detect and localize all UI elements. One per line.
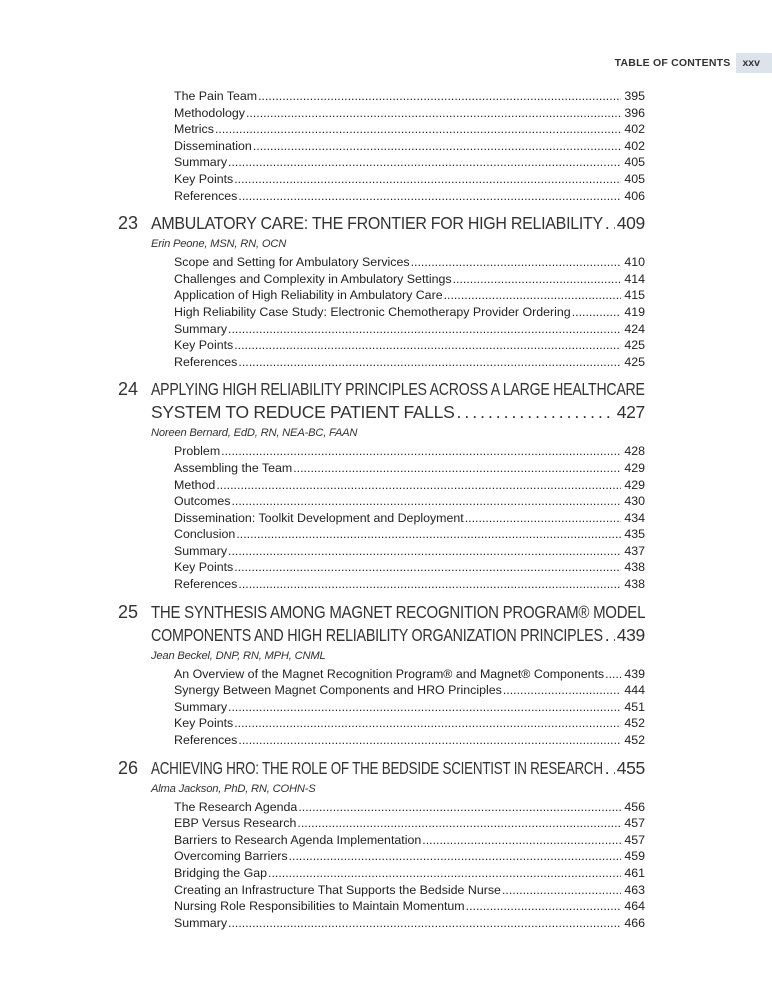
toc-entry[interactable] bbox=[174, 460, 645, 477]
chapter-26 bbox=[0, 757, 772, 932]
toc-entry[interactable] bbox=[174, 88, 645, 105]
toc-entry[interactable] bbox=[174, 254, 645, 271]
toc-entry-title: Conclusion bbox=[174, 527, 236, 542]
dot-leader bbox=[457, 401, 615, 424]
toc-entry[interactable] bbox=[174, 799, 645, 816]
toc-entry[interactable] bbox=[174, 543, 645, 560]
dot-leader bbox=[268, 865, 621, 882]
toc-entry[interactable] bbox=[174, 121, 645, 138]
toc-entry[interactable] bbox=[174, 304, 645, 321]
toc-entry-title: Scope and Setting for Ambulatory Services bbox=[174, 255, 410, 270]
toc-entry[interactable] bbox=[174, 715, 645, 732]
dot-leader bbox=[411, 254, 622, 271]
running-header-title: TABLE OF CONTENTS bbox=[614, 57, 731, 69]
toc-entry-title: Assembling the Team bbox=[174, 460, 293, 475]
toc-entry-page: 428 bbox=[624, 444, 645, 459]
toc-entry-title: Method bbox=[174, 477, 216, 492]
toc-entry-page: 452 bbox=[624, 733, 645, 748]
toc-entry-page: 430 bbox=[624, 494, 645, 509]
toc-entry-title: Methodology bbox=[174, 105, 245, 120]
toc-entry-title: Overcoming Barriers bbox=[174, 849, 288, 864]
toc-entry-title: References bbox=[174, 354, 238, 369]
dot-leader bbox=[298, 799, 621, 816]
chapter-title-text: ACHIEVING HRO: THE ROLE OF THE BEDSIDE SCIENTIST IN RESEARCH bbox=[151, 757, 603, 778]
toc-entry[interactable] bbox=[174, 526, 645, 543]
toc-entry[interactable] bbox=[174, 354, 645, 371]
chapter-title-text: COMPONENTS AND HIGH RELIABILITY ORGANIZATION PRINCIPLES bbox=[151, 624, 603, 645]
dot-leader bbox=[234, 171, 621, 188]
chapter-page: 409 bbox=[616, 213, 645, 234]
toc-entry[interactable] bbox=[174, 510, 645, 527]
toc-entry-title: The Research Agenda bbox=[174, 799, 298, 814]
toc-entry-page: 419 bbox=[624, 304, 645, 319]
toc-entry-page: 395 bbox=[624, 89, 645, 103]
toc-entry[interactable] bbox=[174, 477, 645, 494]
chapter-number: 23 bbox=[118, 213, 139, 234]
dot-leader bbox=[228, 154, 621, 171]
page-number: xxv bbox=[736, 53, 772, 73]
toc-entry-title: Dissemination bbox=[174, 138, 252, 153]
toc-entry[interactable] bbox=[174, 337, 645, 354]
toc-entry-page: 439 bbox=[624, 666, 645, 681]
toc-entry-page: 402 bbox=[624, 122, 645, 137]
toc-entry-title: Key Points bbox=[174, 338, 234, 353]
toc-entry-page: 457 bbox=[624, 816, 645, 831]
toc-entry[interactable] bbox=[174, 188, 645, 205]
chapter-title[interactable] bbox=[151, 212, 645, 235]
dot-leader bbox=[444, 287, 622, 304]
dot-leader bbox=[253, 138, 621, 155]
dot-leader bbox=[605, 757, 615, 780]
toc-entry-title: High Reliability Case Study: Electronic Chemotherapy Provider Ordering bbox=[174, 304, 571, 319]
toc-entry-title: Outcomes bbox=[174, 494, 231, 509]
toc-entry-page: 437 bbox=[624, 543, 645, 558]
chapter-title[interactable] bbox=[151, 378, 645, 401]
dot-leader bbox=[238, 732, 621, 749]
toc-entry-page: 444 bbox=[624, 683, 645, 698]
toc-entry-title: Problem bbox=[174, 444, 221, 459]
dot-leader bbox=[234, 715, 621, 732]
dot-leader bbox=[605, 666, 621, 683]
toc-entry-title: Application of High Reliability in Ambulatory Care bbox=[174, 288, 443, 303]
toc-entry-title: An Overview of the Magnet Recognition Program® and Magnet® Components bbox=[174, 666, 605, 681]
chapter-title[interactable] bbox=[151, 757, 645, 780]
chapter-page: 427 bbox=[616, 402, 645, 423]
toc-entry-page: 402 bbox=[624, 138, 645, 153]
toc-entry-page: 406 bbox=[624, 188, 645, 203]
toc-entry-title: References bbox=[174, 577, 238, 592]
toc-entry-title: Summary bbox=[174, 155, 228, 170]
chapter-title-text: SYSTEM TO REDUCE PATIENT FALLS bbox=[151, 402, 455, 423]
toc-entry[interactable] bbox=[174, 666, 645, 683]
toc-entry-page: 405 bbox=[624, 171, 645, 186]
dot-leader bbox=[502, 882, 621, 899]
toc-entry-page: 424 bbox=[624, 321, 645, 336]
toc-entry[interactable] bbox=[174, 443, 645, 460]
toc-entry-page: 414 bbox=[624, 271, 645, 286]
dot-leader bbox=[572, 304, 622, 321]
toc-entry-page: 451 bbox=[624, 699, 645, 714]
dot-leader bbox=[465, 510, 622, 527]
dot-leader bbox=[228, 543, 621, 560]
toc-entry-title: Metrics bbox=[174, 122, 214, 137]
toc-entry-page: 438 bbox=[624, 560, 645, 575]
chapter-title[interactable] bbox=[151, 601, 645, 624]
toc-entry[interactable] bbox=[174, 682, 645, 699]
toc-entry-title: Barriers to Research Agenda Implementation bbox=[174, 832, 422, 847]
dot-leader bbox=[422, 832, 621, 849]
toc-entry-page: 425 bbox=[624, 354, 645, 369]
chapter-page: 439 bbox=[616, 624, 645, 645]
toc-entry-title: Dissemination: Toolkit Development and Deployment bbox=[174, 510, 464, 525]
toc-entry-title: Summary bbox=[174, 915, 228, 930]
toc-entry-title: Bridging the Gap bbox=[174, 866, 267, 880]
dot-leader bbox=[238, 354, 621, 371]
toc-entry-title: Key Points bbox=[174, 560, 234, 575]
toc-entry-page: 452 bbox=[624, 716, 645, 731]
toc-entry-page: 466 bbox=[624, 915, 645, 930]
toc-entry-page: 429 bbox=[624, 460, 645, 475]
toc-entry[interactable] bbox=[174, 559, 645, 576]
dot-leader bbox=[238, 188, 621, 205]
toc-entry-title: References bbox=[174, 733, 238, 748]
toc-entry[interactable] bbox=[174, 815, 645, 832]
dot-leader bbox=[228, 321, 621, 338]
dot-leader bbox=[228, 699, 621, 716]
toc-entry-title: Summary bbox=[174, 321, 228, 336]
chapter-title[interactable] bbox=[151, 624, 645, 647]
dot-leader bbox=[238, 576, 621, 593]
dot-leader bbox=[297, 815, 621, 832]
toc-entry-page: 415 bbox=[624, 288, 645, 303]
toc-entry[interactable] bbox=[174, 898, 645, 915]
toc-entry-page: 461 bbox=[624, 866, 645, 880]
toc-entry[interactable] bbox=[174, 271, 645, 288]
chapter-23 bbox=[0, 212, 772, 370]
toc-entry-page: 457 bbox=[624, 832, 645, 847]
toc-entry-page: 396 bbox=[624, 105, 645, 120]
dot-leader bbox=[605, 212, 615, 235]
chapter-number: 25 bbox=[118, 601, 139, 622]
toc-entry[interactable] bbox=[174, 321, 645, 338]
chapter-author: Erin Peone, MSN, RN, OCN bbox=[151, 238, 287, 251]
dot-leader bbox=[293, 460, 621, 477]
table-of-contents bbox=[0, 88, 772, 931]
toc-entry-title: Summary bbox=[174, 699, 228, 714]
toc-entry-page: 464 bbox=[624, 899, 645, 914]
dot-leader bbox=[605, 624, 615, 647]
toc-entry-page: 405 bbox=[624, 155, 645, 170]
toc-entry-page: 459 bbox=[624, 849, 645, 864]
toc-entry-page: 434 bbox=[624, 510, 645, 525]
running-header bbox=[615, 53, 772, 73]
dot-leader bbox=[453, 271, 622, 288]
toc-entry[interactable] bbox=[174, 865, 645, 882]
toc-entry-page: 463 bbox=[624, 882, 645, 897]
toc-entry[interactable] bbox=[174, 699, 645, 716]
dot-leader bbox=[503, 682, 621, 699]
toc-entry[interactable] bbox=[174, 171, 645, 188]
chapter-title-text: AMBULATORY CARE: THE FRONTIER FOR HIGH RELIABILITY bbox=[151, 213, 603, 234]
toc-entry[interactable] bbox=[174, 732, 645, 749]
dot-leader bbox=[234, 559, 621, 576]
dot-leader bbox=[466, 898, 622, 915]
toc-entry-page: 438 bbox=[624, 577, 645, 592]
toc-entry-title: Challenges and Complexity in Ambulatory Settings bbox=[174, 271, 452, 286]
dot-leader bbox=[258, 88, 621, 105]
toc-entry-title: Key Points bbox=[174, 171, 234, 186]
chapter-page: 455 bbox=[616, 757, 645, 778]
dot-leader bbox=[216, 477, 621, 494]
toc-entry-title: Summary bbox=[174, 543, 228, 558]
dot-leader bbox=[289, 848, 622, 865]
dot-leader bbox=[246, 105, 621, 122]
toc-entry[interactable] bbox=[174, 138, 645, 155]
toc-entry-title: Nursing Role Responsibilities to Maintain Momentum bbox=[174, 899, 465, 914]
chapter-25 bbox=[0, 601, 772, 749]
toc-entry-title: EBP Versus Research bbox=[174, 816, 297, 831]
dot-leader bbox=[221, 443, 621, 460]
toc-entry[interactable] bbox=[174, 154, 645, 171]
chapter-number: 26 bbox=[118, 757, 139, 778]
toc-entry[interactable] bbox=[174, 493, 645, 510]
dot-leader bbox=[234, 337, 621, 354]
toc-entry[interactable] bbox=[174, 576, 645, 593]
dot-leader bbox=[215, 121, 621, 138]
toc-entry-title: Key Points bbox=[174, 716, 234, 731]
toc-entry[interactable] bbox=[174, 287, 645, 304]
chapter-title-text: APPLYING HIGH RELIABILITY PRINCIPLES ACROSS A LARGE HEALTHCARE bbox=[151, 379, 645, 400]
toc-entry-page: 456 bbox=[624, 799, 645, 814]
toc-entry[interactable] bbox=[174, 832, 645, 849]
toc-entry[interactable] bbox=[174, 882, 645, 899]
toc-entry[interactable] bbox=[174, 848, 645, 865]
toc-entry-title: The Pain Team bbox=[174, 89, 258, 103]
toc-entry[interactable] bbox=[174, 105, 645, 122]
chapter-24 bbox=[0, 378, 772, 592]
dot-leader bbox=[236, 526, 621, 543]
chapter-title[interactable] bbox=[151, 401, 645, 424]
toc-entry-page: 425 bbox=[624, 338, 645, 353]
toc-entry-title: Synergy Between Magnet Components and HRO Principles bbox=[174, 683, 502, 698]
dot-leader bbox=[228, 915, 621, 932]
chapter-number: 24 bbox=[118, 379, 139, 400]
toc-entry-page: 410 bbox=[624, 255, 645, 270]
toc-entry-page: 435 bbox=[624, 527, 645, 542]
chapter-author: Alma Jackson, PhD, RN, COHN-S bbox=[151, 782, 316, 795]
chapter-author: Noreen Bernard, EdD, RN, NEA-BC, FAAN bbox=[151, 427, 358, 440]
toc-entry-title: Creating an Infrastructure That Supports the Bedside Nurse bbox=[174, 882, 501, 897]
toc-entry[interactable] bbox=[174, 915, 645, 932]
toc-entry-title: References bbox=[174, 188, 238, 203]
chapter-author: Jean Beckel, DNP, RN, MPH, CNML bbox=[151, 649, 326, 662]
toc-entry-page: 429 bbox=[624, 477, 645, 492]
chapter-title-text: THE SYNTHESIS AMONG MAGNET RECOGNITION PROGRAM® MODEL bbox=[151, 601, 646, 622]
dot-leader bbox=[231, 493, 621, 510]
